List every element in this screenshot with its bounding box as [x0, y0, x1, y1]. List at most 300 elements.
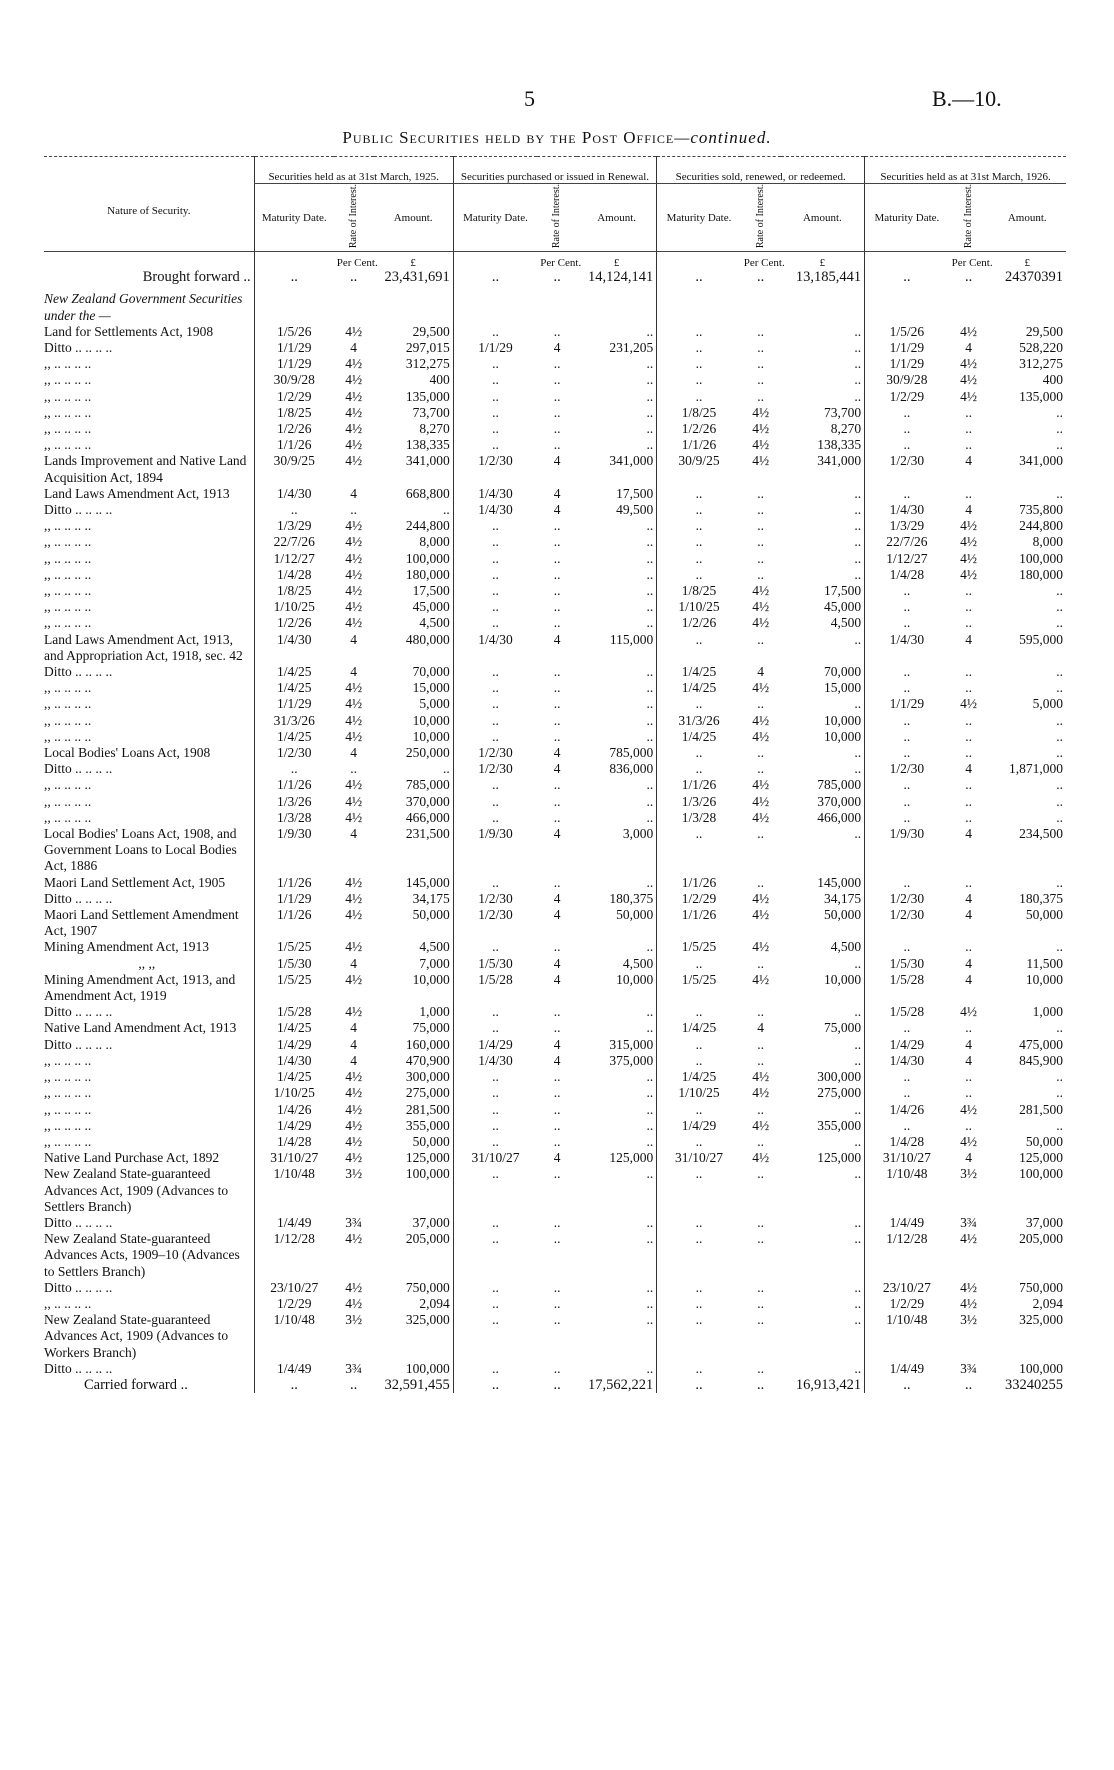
maturity-date-cell: ..	[453, 1118, 537, 1134]
amount-cell: 125,000	[1019, 1150, 1063, 1166]
unit-maturity	[865, 252, 949, 270]
maturity-date-cell: ..	[657, 1312, 741, 1361]
amount-cell: ..	[854, 323, 862, 339]
maturity-date-cell: 1/8/25	[657, 583, 741, 599]
amount-cell: ..	[1056, 680, 1063, 696]
maturity-date-cell: ..	[657, 486, 741, 502]
rate-of-interest-header	[537, 184, 577, 252]
amount-cell: 29,500	[1025, 323, 1063, 339]
amount-cell: ..	[854, 1231, 862, 1247]
maturity-date-cell: ..	[453, 269, 537, 285]
amount-cell: ..	[646, 1295, 654, 1311]
amount-cell: 180,000	[1019, 566, 1063, 582]
maturity-date-cell: ..	[453, 324, 537, 340]
amount-cell: 11,500	[1026, 955, 1063, 971]
rate-cell: ..	[757, 356, 765, 372]
rate-cell: ..	[965, 728, 972, 744]
maturity-date-cell: ..	[865, 777, 949, 793]
amount-cell: 73,700	[824, 404, 862, 420]
maturity-date-cell: 1/5/28	[865, 972, 949, 1004]
rate-cell: 4½	[345, 1133, 363, 1149]
rate-cell: ..	[757, 1376, 765, 1393]
amount-cell: 341,000	[817, 453, 862, 469]
maturity-date-cell: ..	[865, 1020, 949, 1036]
rate-cell: ..	[350, 1376, 358, 1393]
table-row	[44, 583, 1066, 599]
rate-cell: 4	[553, 453, 561, 469]
rate-cell: ..	[757, 323, 765, 339]
security-name-cell: ,, .. .. .. ..	[44, 1085, 92, 1101]
maturity-date-cell: ..	[657, 1166, 741, 1215]
table-row	[44, 794, 1066, 810]
amount-cell: ..	[646, 518, 654, 534]
maturity-date-cell: 1/9/30	[453, 826, 537, 875]
rate-cell: ..	[757, 1004, 765, 1020]
maturity-date-cell: ..	[657, 502, 741, 518]
rate-cell: ..	[964, 1376, 973, 1393]
rate-cell: 4½	[345, 680, 363, 696]
maturity-date-cell: ..	[657, 1004, 741, 1020]
amount-cell: 50,000	[1025, 1133, 1063, 1149]
maturity-date-cell: ..	[657, 269, 741, 285]
amount-cell: ..	[442, 761, 450, 777]
amount-cell: ..	[854, 1133, 862, 1149]
amount-cell: 355,000	[405, 1117, 450, 1133]
maturity-date-cell: ..	[453, 534, 537, 550]
maturity-date-cell: 1/4/29	[254, 1037, 334, 1053]
table-row	[44, 972, 1066, 1004]
amount-cell: 10,000	[412, 728, 450, 744]
maturity-date-cell: ..	[657, 1053, 741, 1069]
unit-pound: £	[819, 257, 826, 270]
amount-cell: 16,913,421	[795, 1376, 862, 1393]
maturity-date-cell: 1/1/26	[657, 437, 741, 453]
maturity-date-cell: 1/4/30	[254, 1053, 334, 1069]
maturity-date-cell: ..	[453, 713, 537, 729]
brought-forward-row	[44, 269, 1066, 285]
amount-cell: 50,000	[412, 907, 450, 923]
amount-cell: 4,500	[419, 939, 450, 955]
rate-cell: 4	[350, 664, 358, 680]
maturity-date-cell: 22/7/26	[865, 534, 949, 550]
amount-cell: ..	[646, 664, 654, 680]
rate-cell: ..	[553, 728, 561, 744]
maturity-date-cell: ..	[453, 1134, 537, 1150]
maturity-date-cell: ..	[453, 583, 537, 599]
rate-cell: 4	[350, 339, 358, 355]
rate-cell: 4	[553, 501, 561, 517]
security-name-cell: Local Bodies' Loans Act, 1908	[44, 745, 211, 761]
brought-forward-label: Brought forward ..	[142, 269, 251, 286]
maturity-date-cell: 1/4/26	[865, 1102, 949, 1118]
rate-cell: 4½	[960, 518, 978, 534]
amount-cell: 10,000	[616, 971, 654, 987]
rate-cell: 4½	[345, 907, 363, 923]
maturity-date-cell: 1/2/29	[865, 1296, 949, 1312]
table-row	[44, 486, 1066, 502]
unit-spacer	[44, 252, 254, 270]
amount-cell: ..	[646, 1020, 654, 1036]
maturity-date-header: Maturity Date.	[254, 184, 334, 252]
rate-cell: 4	[965, 501, 972, 517]
rate-cell: 4	[350, 955, 358, 971]
rate-cell: ..	[965, 712, 972, 728]
amount-cell: 32,591,455	[384, 1376, 450, 1393]
table-row	[44, 907, 1066, 939]
rate-cell: ..	[553, 534, 561, 550]
table-row	[44, 356, 1066, 372]
amount-cell: ..	[1056, 939, 1063, 955]
maturity-date-cell: ..	[865, 1085, 949, 1101]
maturity-date-cell	[865, 285, 949, 323]
amount-cell: ..	[646, 1360, 654, 1376]
maturity-date-cell: ..	[657, 324, 741, 340]
rate-cell: 4½	[345, 971, 363, 987]
amount-cell: 341,000	[405, 453, 450, 469]
amount-cell: ..	[646, 1312, 654, 1328]
maturity-date-cell: ..	[865, 745, 949, 761]
rate-cell: 4	[553, 631, 561, 647]
rate-cell: 4½	[752, 971, 770, 987]
security-name-cell: ,, .. .. .. ..	[44, 793, 92, 809]
maturity-date-cell: ..	[657, 356, 741, 372]
rate-cell: 4	[965, 907, 972, 923]
amount-cell: ..	[646, 1231, 654, 1247]
table-row	[44, 405, 1066, 421]
security-name-cell: Ditto .. .. .. ..	[44, 501, 113, 517]
table-row	[44, 534, 1066, 550]
amount-cell: ..	[646, 356, 654, 372]
maturity-date-cell: 1/5/26	[254, 324, 334, 340]
maturity-date-cell: 30/9/25	[254, 453, 334, 485]
maturity-date-cell: ..	[453, 1020, 537, 1036]
security-name-cell: ,, .. .. .. ..	[44, 680, 92, 696]
security-name-cell: ,, .. .. .. ..	[44, 388, 92, 404]
amount-cell: 3,000	[622, 826, 654, 842]
rate-cell: ..	[757, 1036, 765, 1052]
rate-cell: ..	[965, 437, 972, 453]
rate-of-interest-header	[334, 184, 374, 252]
maturity-date-cell: 31/10/27	[254, 1150, 334, 1166]
rate-cell: ..	[757, 1133, 765, 1149]
rate-cell: 4	[965, 339, 972, 355]
amount-cell: ..	[854, 1036, 862, 1052]
rate-cell: 4	[965, 1150, 972, 1166]
rate-cell: ..	[757, 826, 765, 842]
rate-cell: 4½	[960, 696, 978, 712]
amount-cell: ..	[646, 1214, 654, 1230]
security-name-cell: New Zealand State-guaranteed Advances Act, 1909 (Advances to Workers Branch)	[44, 1312, 229, 1360]
rate-cell: 4	[553, 485, 561, 501]
amount-cell: 23,431,691	[384, 269, 450, 286]
amount-cell: ..	[1056, 420, 1063, 436]
maturity-date-cell: 1/4/25	[254, 729, 334, 745]
amount-cell: 145,000	[405, 874, 450, 890]
rate-cell: ..	[553, 874, 561, 890]
rate-cell: ..	[757, 1360, 765, 1376]
maturity-date-cell: 1/2/29	[254, 1296, 334, 1312]
amount-cell: 466,000	[405, 809, 450, 825]
table-row	[44, 1053, 1066, 1069]
carried-forward-row	[44, 1377, 1066, 1393]
amount-cell: 281,500	[1019, 1101, 1063, 1117]
maturity-date-cell: 1/5/28	[453, 972, 537, 1004]
amount-header: Amount.	[374, 184, 454, 252]
rate-cell: 4	[965, 1036, 972, 1052]
maturity-date-cell: 1/10/48	[254, 1312, 334, 1361]
maturity-date-cell: ..	[865, 405, 949, 421]
maturity-date-cell: 1/4/25	[657, 1069, 741, 1085]
security-name-cell: ,, .. .. .. ..	[44, 518, 92, 534]
rate-cell: 4	[553, 761, 561, 777]
amount-cell: ..	[1056, 404, 1063, 420]
rate-cell: ..	[757, 1295, 765, 1311]
rate-cell: 4½	[345, 420, 363, 436]
rate-cell: 4½	[345, 777, 363, 793]
amount-cell: ..	[646, 793, 654, 809]
rate-cell: 4	[965, 971, 972, 987]
amount-cell: ..	[646, 809, 654, 825]
amount-cell: 37,000	[1025, 1214, 1063, 1230]
rate-cell: 4	[965, 761, 972, 777]
rate-cell: ..	[757, 1279, 765, 1295]
rate-cell: 4½	[345, 518, 363, 534]
security-name-cell: ,, .. .. .. ..	[44, 809, 92, 825]
maturity-date-cell: 1/2/30	[865, 453, 949, 485]
rate-cell: ..	[553, 1085, 561, 1101]
maturity-date-cell: 1/1/29	[865, 356, 949, 372]
amount-cell: ..	[854, 1004, 862, 1020]
amount-cell: 115,000	[609, 631, 654, 647]
maturity-date-cell: 1/3/29	[865, 518, 949, 534]
amount-cell: ..	[1056, 777, 1063, 793]
amount-cell: 250,000	[405, 745, 450, 761]
amount-cell	[988, 285, 1066, 323]
maturity-date-cell: 1/4/28	[254, 567, 334, 583]
amount-cell: 34,175	[824, 890, 862, 906]
rate-cell: 4½	[345, 566, 363, 582]
table-row	[44, 1231, 1066, 1280]
security-name-cell: ,, .. .. .. ..	[44, 696, 92, 712]
amount-cell: ..	[646, 1133, 654, 1149]
amount-cell: 341,000	[609, 453, 654, 469]
maturity-date-cell: 1/4/25	[657, 729, 741, 745]
rate-cell: 3¾	[960, 1360, 978, 1376]
maturity-date-cell: 1/10/48	[865, 1166, 949, 1215]
maturity-date-cell: 1/4/25	[657, 1020, 741, 1036]
table-row	[44, 956, 1066, 972]
rate-cell: 4½	[345, 323, 363, 339]
maturity-date-cell: 30/9/28	[254, 372, 334, 388]
maturity-date-cell: ..	[453, 518, 537, 534]
rate-cell: ..	[965, 599, 972, 615]
maturity-date-cell: 1/1/26	[254, 907, 334, 939]
security-name-cell: ,, .. .. .. ..	[44, 728, 92, 744]
amount-cell: 375,000	[609, 1052, 654, 1068]
maturity-date-cell: ..	[453, 1166, 537, 1215]
amount-cell: 50,000	[616, 907, 654, 923]
rate-cell: 4½	[752, 939, 770, 955]
maturity-date-cell: 1/2/30	[865, 907, 949, 939]
amount-cell: 13,185,441	[795, 269, 862, 286]
amount-cell: 5,000	[1032, 696, 1063, 712]
maturity-date-cell: 1/10/25	[254, 1085, 334, 1101]
unit-maturity	[657, 252, 741, 270]
rate-cell: 4	[350, 1020, 358, 1036]
table-body	[44, 252, 1066, 1394]
amount-cell: 341,000	[1019, 453, 1063, 469]
maturity-date-cell: 1/4/49	[865, 1215, 949, 1231]
maturity-date-cell: ..	[657, 826, 741, 875]
amount-cell: ..	[854, 696, 862, 712]
rate-cell: ..	[757, 550, 765, 566]
security-name-cell: ,, .. .. .. ..	[44, 1295, 92, 1311]
maturity-date-cell: 1/4/26	[254, 1102, 334, 1118]
amount-cell	[374, 285, 454, 323]
maturity-date-cell: 1/4/28	[865, 1134, 949, 1150]
maturity-date-cell: 1/4/25	[254, 1069, 334, 1085]
maturity-date-cell: ..	[453, 551, 537, 567]
table-row	[44, 1296, 1066, 1312]
rate-cell: ..	[757, 1312, 765, 1328]
maturity-date-cell: 1/2/30	[453, 891, 537, 907]
maturity-date-cell	[453, 285, 537, 323]
amount-cell: ..	[854, 955, 862, 971]
amount-cell: 49,500	[616, 501, 654, 517]
maturity-date-header: Maturity Date.	[865, 184, 949, 252]
maturity-date-cell: 1/4/30	[254, 486, 334, 502]
rate-cell: 3½	[345, 1312, 363, 1328]
rate-cell: 4	[553, 745, 561, 761]
rate-cell: 4½	[752, 404, 770, 420]
amount-cell: ..	[854, 550, 862, 566]
rate-cell: 4	[350, 1036, 358, 1052]
maturity-date-cell: 1/5/30	[453, 956, 537, 972]
maturity-date-header: Maturity Date.	[657, 184, 741, 252]
maturity-date-cell: 1/3/29	[254, 518, 334, 534]
maturity-date-cell	[254, 285, 334, 323]
maturity-date-cell: ..	[657, 1377, 741, 1393]
amount-cell: ..	[646, 680, 654, 696]
rate-cell: 4½	[345, 404, 363, 420]
rate-cell: 4½	[345, 1101, 363, 1117]
rate-of-interest-header	[949, 184, 989, 252]
amount-cell: 528,220	[1019, 339, 1063, 355]
rate-cell: ..	[553, 1376, 561, 1393]
maturity-date-cell: 1/5/28	[254, 1004, 334, 1020]
table-row	[44, 1215, 1066, 1231]
rate-cell: ..	[553, 269, 561, 286]
maturity-date-cell: ..	[657, 696, 741, 712]
rate-cell: ..	[553, 1295, 561, 1311]
maturity-date-cell: ..	[865, 615, 949, 631]
amount-cell: ..	[854, 566, 862, 582]
maturity-date-cell: ..	[657, 1361, 741, 1377]
amount-cell: 231,205	[609, 339, 654, 355]
rate-cell: ..	[757, 1231, 765, 1247]
unit-maturity	[453, 252, 537, 270]
maturity-date-cell: 1/9/30	[865, 826, 949, 875]
amount-cell: 100,000	[405, 550, 450, 566]
amount-cell: 297,015	[405, 339, 450, 355]
maturity-date-cell: 1/4/30	[865, 632, 949, 664]
rate-cell: 4½	[960, 1231, 978, 1247]
table-row	[44, 421, 1066, 437]
maturity-date-cell: 1/3/28	[657, 810, 741, 826]
carried-forward-label: Carried forward ..	[84, 1376, 188, 1393]
rate-cell: 4	[965, 826, 972, 842]
rate-cell: 4	[553, 1150, 561, 1166]
amount-cell: 138,335	[817, 437, 862, 453]
maturity-date-cell: 1/5/26	[865, 324, 949, 340]
amount-cell: ..	[854, 1312, 862, 1328]
maturity-date-cell: 30/9/25	[657, 453, 741, 485]
rate-cell: 4½	[345, 1295, 363, 1311]
maturity-date-cell: ..	[865, 680, 949, 696]
maturity-date-cell: ..	[453, 1085, 537, 1101]
rate-cell: ..	[757, 1166, 765, 1182]
table-row	[44, 1361, 1066, 1377]
maturity-date-cell: ..	[865, 664, 949, 680]
amount-cell: ..	[854, 388, 862, 404]
rate-cell: 4½	[345, 550, 363, 566]
maturity-date-cell: ..	[657, 518, 741, 534]
maturity-date-cell: ..	[865, 729, 949, 745]
rate-cell: ..	[965, 615, 972, 631]
amount-cell: ..	[646, 599, 654, 615]
rate-cell: ..	[757, 534, 765, 550]
rate-cell: ..	[965, 793, 972, 809]
rate-cell: ..	[757, 501, 765, 517]
maturity-date-cell: 1/8/25	[254, 583, 334, 599]
rate-cell: ..	[965, 583, 972, 598]
security-name-cell: ,, ,,	[138, 955, 156, 971]
table-row	[44, 372, 1066, 388]
amount-cell: 668,800	[405, 485, 450, 501]
amount-cell: ..	[646, 437, 654, 453]
security-name-cell: Native Land Purchase Act, 1892	[44, 1150, 220, 1166]
amount-cell: 17,500	[412, 583, 450, 598]
rate-cell: 4½	[960, 1133, 978, 1149]
rate-cell: ..	[757, 269, 765, 286]
unit-pound: £	[1024, 257, 1030, 270]
amount-cell: ..	[1056, 437, 1063, 453]
rate-cell: ..	[350, 269, 358, 286]
amount-cell: 10,000	[824, 971, 862, 987]
table-row	[44, 599, 1066, 615]
table-row	[44, 875, 1066, 891]
maturity-date-cell: ..	[453, 810, 537, 826]
amount-cell: 10,000	[1025, 971, 1063, 987]
rate-cell: ..	[757, 485, 765, 501]
rate-cell: ..	[553, 566, 561, 582]
table-row	[44, 1150, 1066, 1166]
maturity-date-cell: ..	[453, 437, 537, 453]
amount-header: Amount.	[781, 184, 865, 252]
rate-cell: 4½	[960, 1101, 978, 1117]
rate-cell: 4½	[960, 323, 978, 339]
amount-cell: ..	[1056, 664, 1063, 680]
amount-cell: 100,000	[1019, 550, 1063, 566]
maturity-date-cell: 1/4/49	[254, 1215, 334, 1231]
amount-cell: ..	[646, 1101, 654, 1117]
rate-cell: ..	[757, 874, 765, 890]
rate-cell: 4½	[960, 1004, 978, 1020]
table-row	[44, 389, 1066, 405]
unit-per-cent: Per Cent.	[743, 257, 785, 270]
maturity-date-cell: ..	[453, 1361, 537, 1377]
maturity-date-cell: 1/5/25	[254, 939, 334, 955]
